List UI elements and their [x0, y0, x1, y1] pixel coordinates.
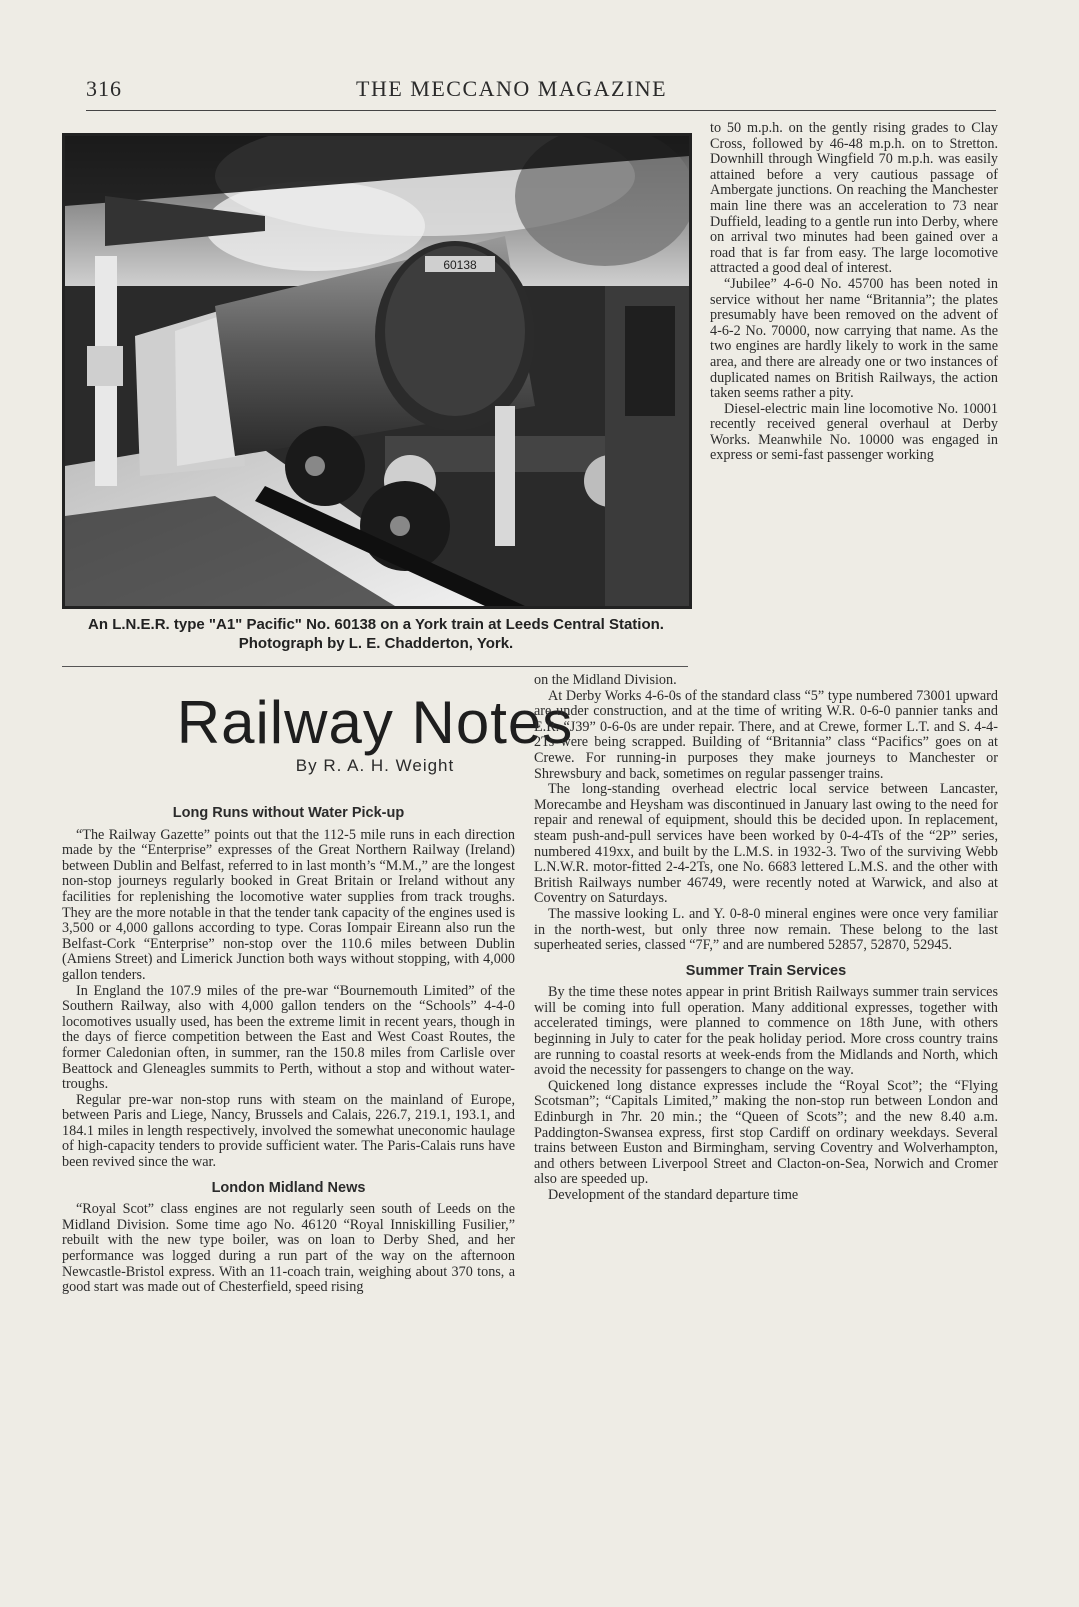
section-heading-summer: Summer Train Services	[685, 962, 847, 979]
paragraph: Quickened long distance expresses include the “Royal Scot”; the “Flying Scotsman”; “Capitals Limited,” making the non-stop run between London and Edinburgh in 7hr. 20 min.; the “Queen of Scots”; and the new 8.40 a.m. Paddington-Swansea express, first stop Cardiff on ordinary weekdays. Several trains between Euston and Birmingham, serving Coventry and Wolverhampton, and others between Liverpool Street and Clacton-on-Sea, Norwich and Cromer also are speeded up.	[534, 1077, 998, 1188]
right-column-top	[710, 121, 998, 464]
paragraph: The massive looking L. and Y. 0-8-0 mineral engines were once very familiar in the north-west, but only three now remain. These belong to the last superheated series, classed “7F,” and are numbered 52857, 52870, 52945.	[534, 905, 998, 954]
paragraph: to 50 m.p.h. on the gently rising grades to Clay Cross, followed by 46-48 m.p.h. on to Stretton. Downhill through Wingfield 70 m.p.h. was easily attained before a very cautious passage of Ambergate junctions. On reaching the Manchester main line there was an acceleration to 73 near Duffield, leading to a gentle run into Derby, where on arrival two minutes had been gained over a road that is far from easy. The large locomotive attracted a good deal of interest.	[710, 120, 998, 277]
paragraph: on the Midland Division.	[534, 672, 677, 688]
section-heading-long-runs: Long Runs without Water Pick-up	[172, 805, 405, 821]
article-byline: By R. A. H. Weight	[295, 756, 455, 775]
locomotive-photo	[62, 133, 692, 609]
section-heading-london-midland: London Midland News	[211, 1179, 366, 1196]
magazine-title: THE MECCANO MAGAZINE	[356, 76, 668, 101]
smokebox-number: 60138	[443, 258, 477, 272]
paragraph: At Derby Works 4-6-0s of the standard class “5” type numbered 73001 upward are under construction, and at the time of writing W.R. 0-6-0 pannier tanks and E.R. “J39” 0-6-0s are under repair. There, and at Crewe, former L.T. and S. 4-4-2Ts were being scrapped. Building of “Britannia” class “Pacifics” goes on at Crewe. For running-in purposes they make journeys to Manchester or Shrewsbury and back, sometimes on regular passenger trains.	[534, 687, 998, 782]
right-column	[534, 673, 998, 1204]
photo-caption: An L.N.E.R. type "A1" Pacific" No. 60138 on a York train at Leeds Central Station. Photograph by L. E. Chadderton, York.	[88, 616, 664, 652]
paragraph: “Royal Scot” class engines are not regularly seen south of Leeds on the Midland Division. Some time ago No. 46120 “Royal Inniskilling Fusilier,” rebuilt with the new type boiler, was on loan to Derby Shed, and her performance was logged during a run part of the way on the afternoon Newcastle-Bristol express. With an 11-coach train, weighing about 370 tons, a good start was made out of Chesterfield, speed rising	[62, 1201, 515, 1296]
article-title: Railway Notes	[176, 689, 574, 756]
left-column	[62, 796, 515, 1296]
paragraph: By the time these notes appear in print British Railways summer train services will be coming into full operation. Many additional expresses, together with accelerated timings, were planned to commence on 18th June, with others beginning in July to cater for the peak holiday period. More cross country trains are running to coastal resorts at week-ends from the Midlands and North, which avoid the necessity for passengers to change on the way.	[534, 984, 998, 1079]
paragraph: “The Railway Gazette” points out that the 112-5 mile runs in each direction made by the “Enterprise” expresses of the Great Northern Railway (Ireland) between Dublin and Belfast, referred to in last month’s “M.M.,” are the longest non-stop journeys regularly booked in Great Britain or Ireland without any facilities for replenishing the locomotive water supplies from track troughs. They are the more notable in that the tender tank capacity of the engines used is 3,500 or 4,000 gallons according to type. Coras Iompair Eireann also run the Belfast-Cork “Enterprise” non-stop over the 110.6 miles between Dublin (Amiens Street) and Limerick Junction both ways without stopping, with 4,000 gallon tenders.	[62, 826, 515, 983]
paragraph: “Jubilee” 4-6-0 No. 45700 has been noted in service without her name “Britannia”; the plates presumably have been removed on the advent of 4-6-2 No. 70000, now carrying that name. As the two engines are hardly likely to work in the same area, and there are already one or two instances of duplicated names on British Railways, the action taken seems rather a pity.	[710, 275, 998, 402]
page-number: 316	[86, 76, 122, 101]
paragraph: Development of the standard departure time	[548, 1187, 799, 1203]
caption-rule	[62, 666, 688, 667]
paragraph: In England the 107.9 miles of the pre-war “Bournemouth Limited” of the Southern Railway, also with 4,000 gallon tenders on the “Schools” 4-4-0 locomotives usually used, has been the extreme limit in recent years, though in the days of fierce competition between the East and West Coast Routes, the former Caledonian often, in summer, ran the 150.8 miles from Carlisle over Beattock and Gleneagles summits to Perth, without a stop and without water-troughs.	[62, 982, 515, 1093]
page-header	[86, 72, 996, 111]
paragraph: Regular pre-war non-stop runs with steam on the mainland of Europe, between Paris and Liege, Nancy, Brussels and Calais, 226.7, 219.1, 193.1, and 184.1 miles in length respectively, involved the somewhat uneconomic haulage of high-capacity tenders to provide sufficient water. The Paris-Calais runs have been revived since the war.	[62, 1091, 515, 1171]
paragraph: Diesel-electric main line locomotive No. 10001 recently received general overhaul at Derby Works. Meanwhile No. 10000 was engaged in express or semi-fast passenger working	[710, 400, 998, 464]
paragraph: The long-standing overhead electric local service between Lancaster, Morecambe and Heysham was discontinued in January last owing to the need for repair and renewal of equipment, should this be decided upon. In replacement, steam push-and-pull services have been worked by 0-4-4Ts of the “2P” series, numbered 419xx, and built by the L.M.S. in 1932-3. Two of the surviving Webb L.N.W.R. motor-fitted 2-4-2Ts, one No. 6683 lettered L.M.S. and the other with British Railways number 46749, were recently noted at Warwick, and also at Coventry on Saturdays.	[534, 781, 998, 907]
